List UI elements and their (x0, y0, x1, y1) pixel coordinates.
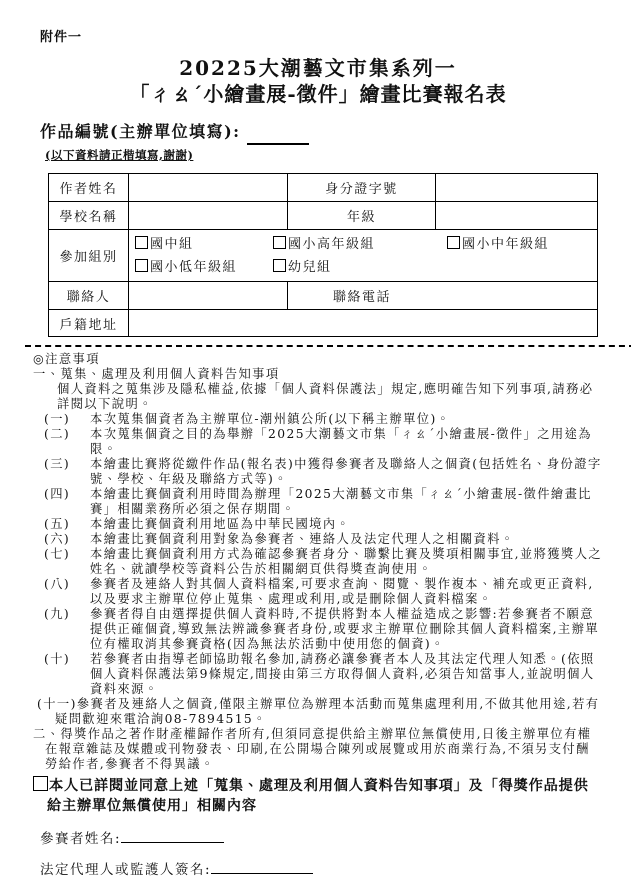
school-name-field[interactable] (129, 202, 288, 230)
notice-item-text: 本次蒐集個資之目的為舉辦「2025大潮藝文市集「ㄔㄠˊ小繪畫展-徵件」之用途為限。 (90, 427, 592, 456)
notice-item-number: (十一) (37, 697, 77, 711)
notice-item-text: 本繪畫比賽個資利用時間為辦理「2025大潮藝文市集「ㄔㄠˊ小繪畫展-徵件繪畫比賽」相關業務所必須之保存期間。 (90, 487, 592, 516)
notice-item-text: 本繪畫比賽個資利用地區為中華民國境內。 (90, 517, 351, 531)
work-number-row (40, 119, 603, 145)
notice-item-number: (四) (44, 487, 71, 501)
notice-section2: 二、得獎作品之著作財產權歸作者所有,但須同意提供給主辦單位無償使用,日後主辦單位有權在報章雜誌及媒體或刊物發表、印刷,在公開場合陳列或展覽或用於商業行為,不須另支付酬勞給作者,參賽者不得異議。 (33, 727, 592, 771)
group-options-line1 (135, 233, 597, 256)
work-number-label: 作品編號(主辦單位填寫): (40, 122, 241, 141)
notice-item (33, 547, 603, 577)
agreement-text: 本人已詳閱並同意上述「蒐集、處理及利用個人資料告知事項」及「得獎作品提供給主辦單位無償使用」相關內容 (47, 778, 589, 814)
notice-item-text: 參賽者得自由選擇提供個人資料時,不提供將對本人權益造成之影響:若參賽者不願意提供正確個資,導致無法辨識參賽者身份,或要求主辦單位刪除其個人資料檔案,主辦單位有權取消其參賽資格(因為無法於活動中使用您的個資)。 (90, 607, 600, 651)
contact-person-field[interactable] (129, 282, 288, 310)
checkbox-icon[interactable] (273, 236, 286, 249)
notice-item-number: (六) (44, 532, 71, 546)
group-options-cell (129, 230, 598, 282)
contact-phone-label: 聯絡電話 (332, 290, 391, 305)
checkbox-icon[interactable] (447, 236, 460, 249)
group-option-label: 國小高年級組 (288, 236, 376, 252)
group-option-elementary-middle[interactable] (447, 233, 549, 256)
notice-header: ◎注意事項 (33, 352, 100, 366)
notice-item-number: (一) (44, 412, 71, 426)
contestant-name-field[interactable] (121, 828, 224, 843)
notice-item-number: (五) (44, 517, 71, 531)
notice-item-text: 參賽者及連絡人對其個人資料檔案,可要求查詢、閱覽、製作複本、補充或更正資料,以及要求主辦單位停止蒐集、處理或利用,或是刪除個人資料檔案。 (90, 577, 594, 606)
agreement-checkbox-icon[interactable] (33, 776, 48, 791)
attachment-label: 附件一 (40, 30, 83, 45)
notice-item (37, 697, 603, 727)
registration-table (48, 173, 598, 337)
notice-item-text: 本繪畫比賽個資利用對象為參賽者、連絡人及法定代理人之相關資料。 (90, 532, 515, 546)
notice-item-number: (十) (44, 652, 71, 666)
grade-label: 年級 (288, 202, 436, 230)
group-option-label: 國小中年級組 (462, 236, 550, 252)
guardian-signature-row (40, 858, 603, 878)
notice-item-number: (八) (44, 577, 71, 591)
contestant-name-label: 參賽者姓名: (40, 831, 122, 847)
notice-item (33, 487, 603, 517)
group-option-label: 幼兒組 (288, 259, 332, 275)
notice-item (33, 517, 603, 532)
group-option-preschool[interactable] (273, 256, 332, 279)
author-name-label: 作者姓名 (49, 174, 129, 202)
notice-item-number: (七) (44, 547, 71, 561)
author-name-field[interactable] (129, 174, 288, 202)
checkbox-icon[interactable] (273, 259, 286, 272)
notice-item-number: (二) (44, 427, 71, 441)
group-label: 參加組別 (49, 230, 129, 282)
notice-item-text: 參賽者及連絡人之個資,僅限主辦單位為辦理本活動而蒐集處理利用,不做其他用途,若有疑問歡迎來電洽詢08-7894515。 (55, 697, 600, 726)
group-option-elementary-upper[interactable] (273, 233, 447, 256)
notice-item-text: 若參賽者由指導老師協助報名參加,請務必讓參賽者本人及其法定代理人知悉。(依照個人資料保護法第9條規定,間接由第三方取得個人資料,必須告知當事人,並說明個人資料來源。 (90, 652, 595, 696)
notice-item (33, 607, 603, 652)
notice-item-text: 本繪畫比賽個資利用方式為確認參賽者身分、聯繫比賽及獎項相關事宜,並將獲獎人之姓名、就讀學校等資料公告於相關網頁供得獎查詢使用。 (90, 547, 603, 576)
page-title: 20225大潮藝文市集系列一 (179, 56, 457, 80)
notice-item (33, 457, 603, 487)
contestant-signature-row (40, 827, 603, 847)
group-option-junior-high[interactable] (135, 233, 273, 256)
notice-section1-intro: 個人資料之蒐集涉及隱私權益,依據「個人資料保護法」規定,應明確告知下列事項,請務必詳閱以下說明。 (57, 382, 594, 411)
fill-instruction: (以下資料請正楷填寫,謝謝) (45, 148, 194, 162)
id-number-label: 身分證字號 (288, 174, 436, 202)
grade-field[interactable] (436, 202, 598, 230)
address-label: 戶籍地址 (49, 310, 129, 337)
notice-section (33, 352, 603, 772)
contact-phone-cell[interactable] (288, 282, 598, 310)
notice-section1-title: 一、蒐集、處理及利用個人資料告知事項 (33, 367, 280, 381)
group-option-label: 國中組 (150, 236, 194, 252)
page-subtitle: 「ㄔㄠˊ小繪畫展-徵件」繪畫比賽報名表 (129, 82, 507, 106)
checkbox-icon[interactable] (135, 236, 148, 249)
notice-item-number: (三) (44, 457, 71, 471)
work-number-blank-field[interactable] (247, 143, 309, 145)
notice-item (33, 532, 603, 547)
notice-item-text: 本繪畫比賽將從繳件作品(報名表)中獲得參賽者及聯絡人之個資(包括姓名、身份證字號、學校、年級及聯絡方式等)。 (90, 457, 602, 486)
dashed-divider (25, 345, 631, 347)
school-name-label: 學校名稱 (49, 202, 129, 230)
group-option-label: 國小低年級組 (150, 259, 238, 275)
id-number-field[interactable] (436, 174, 598, 202)
guardian-signature-field[interactable] (211, 859, 313, 874)
guardian-signature-label: 法定代理人或監護人簽名: (40, 862, 212, 878)
notice-item-number: (九) (44, 607, 71, 621)
group-options-line2 (135, 256, 597, 279)
notice-item (33, 652, 603, 697)
notice-item-text: 本次蒐集個資者為主辦單位-潮州鎮公所(以下稱主辦單位)。 (90, 412, 451, 426)
group-option-elementary-lower[interactable] (135, 256, 273, 279)
notice-item (33, 412, 603, 427)
agreement-row (33, 776, 603, 816)
notice-item (33, 577, 603, 607)
address-field[interactable] (129, 310, 598, 337)
checkbox-icon[interactable] (135, 259, 148, 272)
contact-person-label: 聯絡人 (49, 282, 129, 310)
notice-item (33, 427, 603, 457)
